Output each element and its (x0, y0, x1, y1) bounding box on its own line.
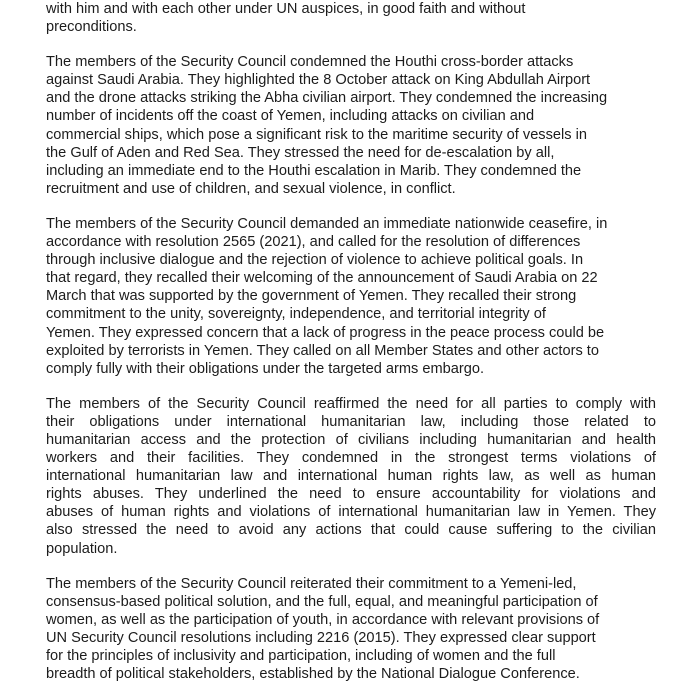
text-line: preconditions. (46, 19, 137, 36)
text-line: population. (46, 540, 118, 557)
paragraph-houthi-attacks (46, 53, 656, 198)
text-line: The members of the Security Council reaffirmed the need for all parties to comply with (46, 395, 656, 412)
text-line: Yemen. They expressed concern that a lack of progress in the peace process could be (46, 324, 605, 341)
text-line: rights abuses. They underlined the need to ensure accountability for violations and (46, 486, 656, 503)
text-line: for the principles of inclusivity and participation, including of women and the full (46, 648, 556, 664)
paragraph-intro-fragment (46, 0, 656, 36)
text-line: consensus-based political solution, and the full, equal, and meaningful participation of (46, 593, 598, 610)
text-line: women, as well as the participation of youth, in accordance with relevant provisions of (46, 611, 600, 628)
text-line: abuses of human rights and violations of international humanitarian law in Yemen. They (46, 504, 656, 521)
text-line: number of incidents off the coast of Yemen, including attacks on civilian and (46, 108, 535, 125)
text-line: exploited by terrorists in Yemen. They called on all Member States and other actors to (46, 342, 599, 359)
text-line: recruitment and use of children, and sexual violence, in conflict. (46, 180, 456, 197)
paragraph-political-solution (46, 575, 656, 684)
text-line: international humanitarian law and international human rights law, as well as human (46, 468, 656, 485)
paragraph-ceasefire (46, 215, 656, 378)
paragraph-humanitarian-law (46, 395, 656, 558)
text-line: humanitarian access and the protection of civilians including humanitarian and health (46, 431, 656, 448)
text-line: against Saudi Arabia. They highlighted the 8 October attack on King Abdullah Airport (46, 72, 591, 89)
text-line: including an immediate end to the Houthi escalation in Marib. They condemned the (46, 162, 582, 179)
text-line: The members of the Security Council condemned the Houthi cross-border attacks (46, 54, 574, 71)
text-line: also stressed the need to avoid any actions that could cause suffering to the civilian (46, 522, 656, 539)
text-line: with him and with each other under UN auspices, in good faith and without (46, 1, 526, 17)
text-line: breadth of political stakeholders, established by the National Dialogue Conference. (46, 666, 580, 683)
text-line: the Gulf of Aden and Red Sea. They stressed the need for de-escalation by all, (46, 144, 555, 161)
text-line: The members of the Security Council demanded an immediate nationwide ceasefire, in (46, 215, 608, 232)
text-line: March that was supported by the government of Yemen. They recalled their strong (46, 288, 577, 305)
text-line: comply fully with their obligations under the targeted arms embargo. (46, 360, 485, 377)
text-line: The members of the Security Council reiterated their commitment to a Yemeni-led, (46, 575, 577, 592)
text-line: commercial ships, which pose a significant risk to the maritime security of vessels in (46, 126, 587, 143)
text-line: accordance with resolution 2565 (2021), and called for the resolution of differences (46, 234, 581, 251)
document-body (46, 0, 656, 700)
text-line: that regard, they recalled their welcoming of the announcement of Saudi Arabia on 22 (46, 270, 598, 287)
text-line: workers and their facilities. They condemned in the strongest terms violations of (46, 450, 656, 467)
text-line: their obligations under international humanitarian law, including those related to (46, 413, 656, 430)
text-line: through inclusive dialogue and the rejection of violence to achieve political goals. In (46, 252, 584, 269)
text-line: and the drone attacks striking the Abha civilian airport. They condemned the increasing (46, 90, 608, 107)
text-line: UN Security Council resolutions including 2216 (2015). They expressed clear support (46, 629, 596, 646)
text-line: commitment to the unity, sovereignty, independence, and territorial integrity of (46, 306, 546, 323)
